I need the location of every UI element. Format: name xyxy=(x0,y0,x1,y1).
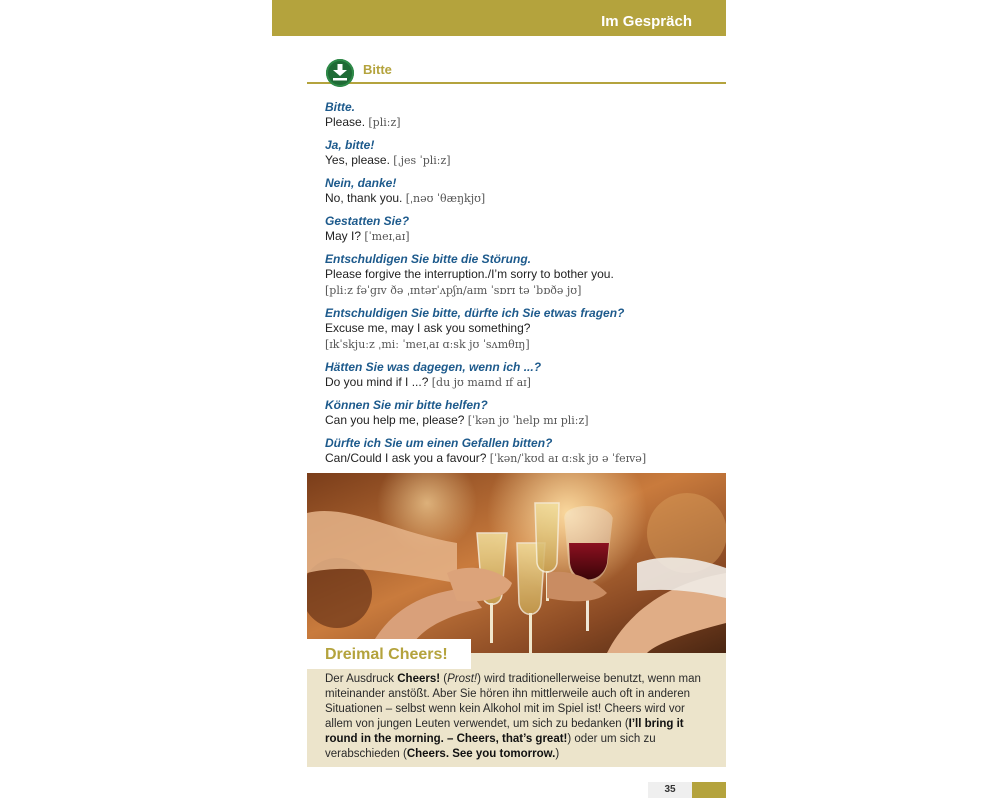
phrase-english-text: Please. xyxy=(325,115,366,129)
phrase-german: Gestatten Sie? xyxy=(325,214,410,228)
phrase-english xyxy=(325,413,725,428)
phrase-english xyxy=(325,153,725,168)
phrase-pronunciation: [pliːz fəˈgɪv ðə ˌɪntərˈʌpʃn/aɪm ˈsɒrɪ tə ˈbɒðə jʊ] xyxy=(325,284,582,297)
phrase-english-text: May I? xyxy=(325,229,362,243)
phrase-pronunciation: [ˈmeɪˌaɪ] xyxy=(364,230,410,243)
phrase-english xyxy=(325,115,725,130)
phrase-item xyxy=(325,398,725,428)
page-bar xyxy=(692,782,726,798)
phrase-german: Bitte. xyxy=(325,100,355,114)
phrase-item xyxy=(325,252,725,298)
phrase-pronunciation-line xyxy=(325,282,725,298)
info-box-title: Dreimal Cheers! xyxy=(325,646,448,663)
phrase-english xyxy=(325,321,725,336)
phrase-english xyxy=(325,191,725,206)
phrase-german: Ja, bitte! xyxy=(325,138,375,152)
chapter-title: Im Gespräch xyxy=(601,13,692,30)
phrase-english-text: Can you help me, please? xyxy=(325,413,465,427)
info-text-part: ) oder um sich zu verabschieden ( xyxy=(325,733,656,760)
phrase-pronunciation: [ˈkən jʊ ˈhelp mɪ pliːz] xyxy=(467,414,589,427)
info-text-part: ) xyxy=(555,748,560,760)
page-number-box xyxy=(648,782,692,798)
phrase-english xyxy=(325,375,725,390)
phrase-item xyxy=(325,214,725,244)
phrase-pronunciation: [ˌnəʊ ˈθæŋkjʊ] xyxy=(405,192,486,205)
phrase-pronunciation: [ˌjes ˈpliːz] xyxy=(393,154,451,167)
download-icon[interactable] xyxy=(326,59,354,87)
phrase-item xyxy=(325,176,725,206)
phrase-german: Entschuldigen Sie bitte die Störung. xyxy=(325,252,532,266)
phrase-pronunciation-line xyxy=(325,336,725,352)
phrase-german: Dürfte ich Sie um einen Gefallen bitten? xyxy=(325,436,553,450)
phrase-item xyxy=(325,436,725,466)
info-text-bold: Cheers! xyxy=(397,673,441,685)
phrase-german: Nein, danke! xyxy=(325,176,397,190)
phrase-english-text: Yes, please. xyxy=(325,153,390,167)
phrase-english-text: Can/Could I ask you a favour? xyxy=(325,451,487,465)
page-number: 35 xyxy=(664,784,676,795)
phrase-english xyxy=(325,267,725,282)
phrase-pronunciation: [pliːz] xyxy=(368,116,401,129)
cheers-photo xyxy=(307,473,726,653)
phrase-german: Können Sie mir bitte helfen? xyxy=(325,398,488,412)
phrase-english xyxy=(325,451,725,466)
phrase-english xyxy=(325,229,725,244)
info-text-part: Der Ausdruck xyxy=(325,673,398,685)
phrase-pronunciation: [du jʊ maɪnd ɪf aɪ] xyxy=(431,376,531,389)
phrase-item xyxy=(325,306,725,352)
chapter-header xyxy=(272,0,726,36)
phrase-german: Entschuldigen Sie bitte, dürfte ich Sie etwas fragen? xyxy=(325,306,625,320)
phrase-item xyxy=(325,100,725,130)
phrase-english-text: Do you mind if I ...? xyxy=(325,375,429,389)
info-box-text xyxy=(325,672,715,762)
phrase-english-text: No, thank you. xyxy=(325,191,403,205)
phrase-german: Hätten Sie was dagegen, wenn ich ...? xyxy=(325,360,542,374)
info-text-italic: Prost! xyxy=(447,673,478,685)
phrase-pronunciation: [ɪkˈskjuːz ˌmiː ˈmeɪˌaɪ ɑːsk jʊ ˈsʌmθɪŋ] xyxy=(325,338,530,351)
info-text-part: ( xyxy=(440,673,448,685)
phrase-pronunciation: [ˈkən/ˈkʊd aɪ ɑːsk jʊ ə ˈfeɪvə] xyxy=(489,452,647,465)
phrase-english-text: Please forgive the interruption./I’m sorry to bother you. xyxy=(325,267,614,281)
phrase-item xyxy=(325,138,725,168)
section-heading xyxy=(307,58,726,84)
section-title: Bitte xyxy=(363,62,392,77)
phrase-list xyxy=(325,100,725,474)
info-text-bold: Cheers. See you tomorrow. xyxy=(406,748,556,760)
phrase-item xyxy=(325,360,725,390)
info-text-bold: I’ll bring it round in the morning. – Cheers, that’s great! xyxy=(325,718,684,745)
phrase-english-text: Excuse me, may I ask you something? xyxy=(325,321,531,335)
info-text-part: ) wird traditionellerweise benutzt, wenn man miteinander anstößt. Aber Sie hören ihn mittlerweile auch oft in anderen Situationen – selbst wenn kein Alkohol mit im Spiel ist! Cheers wird vor allem von jungen Leuten verwendet, um sich zu bedanken ( xyxy=(325,673,701,730)
